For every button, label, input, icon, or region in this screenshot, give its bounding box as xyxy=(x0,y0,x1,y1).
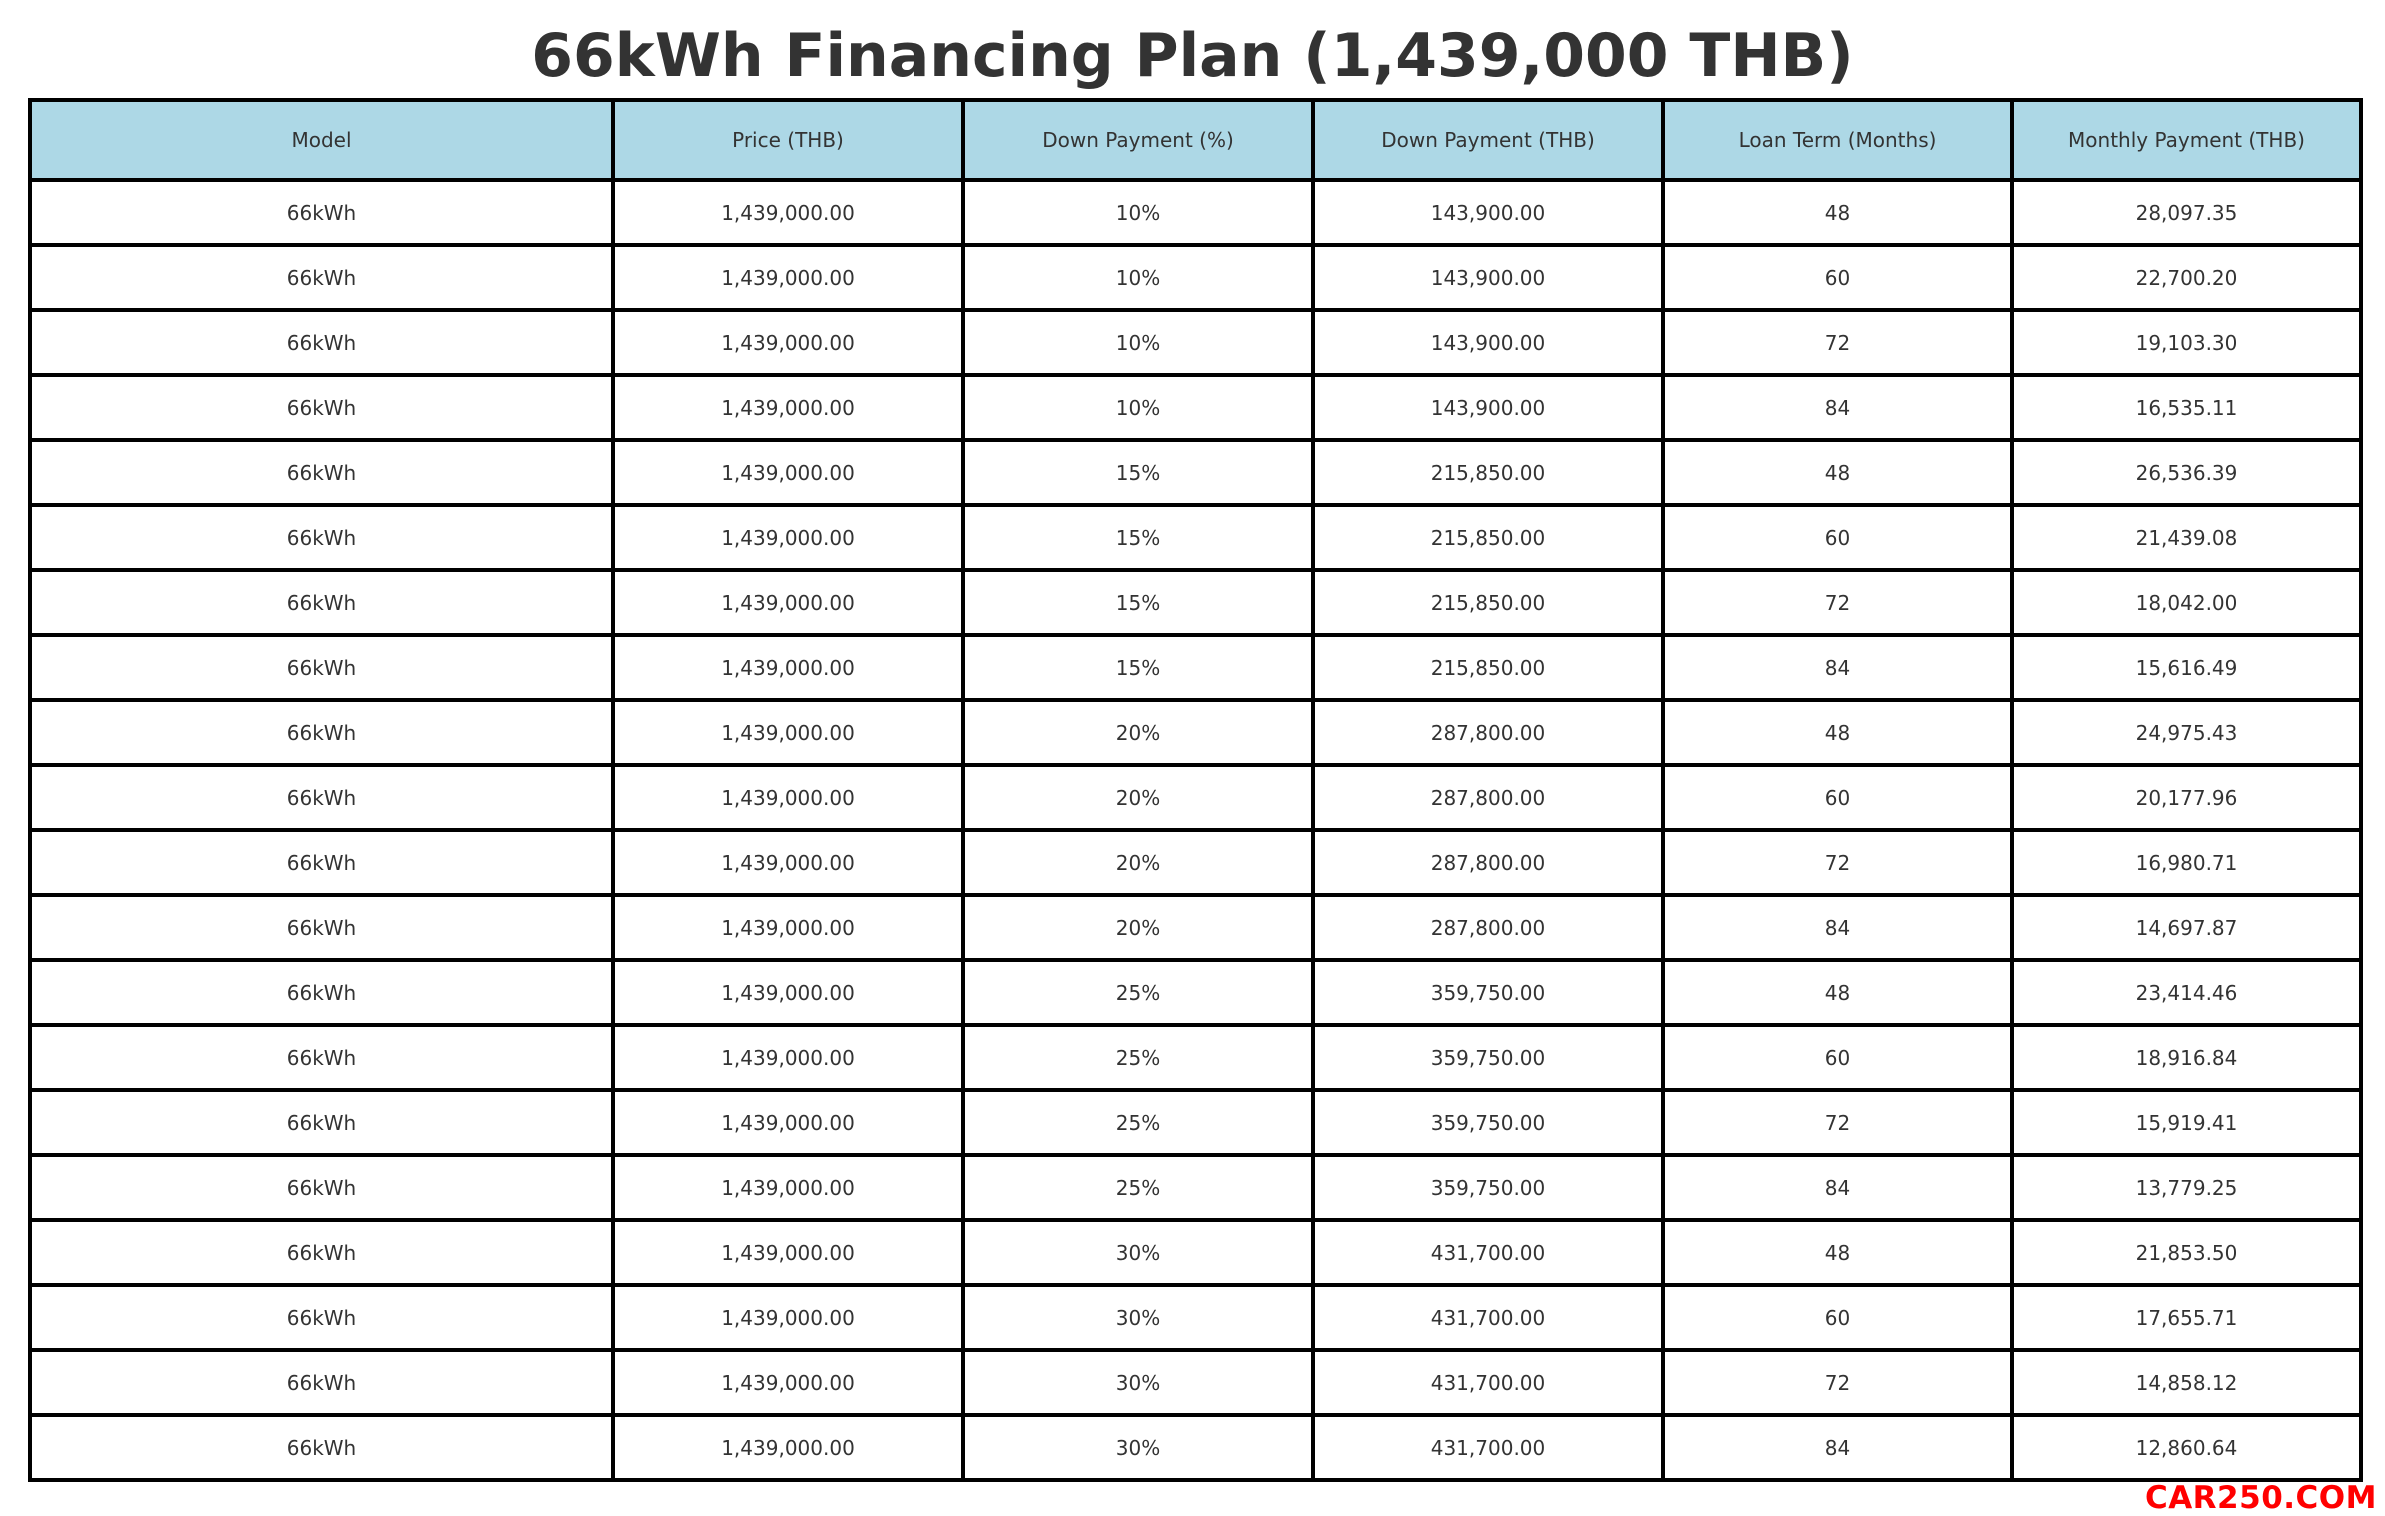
cell-loan-term: 72 xyxy=(1663,1350,2012,1415)
cell-monthly-payment: 13,779.25 xyxy=(2012,1155,2361,1220)
table-row xyxy=(30,830,2361,895)
cell-model: 66kWh xyxy=(30,700,613,765)
cell-model: 66kWh xyxy=(30,765,613,830)
cell-price: 1,439,000.00 xyxy=(613,635,963,700)
cell-down-payment-percent: 25% xyxy=(963,1155,1313,1220)
cell-monthly-payment: 18,042.00 xyxy=(2012,570,2361,635)
cell-price: 1,439,000.00 xyxy=(613,1025,963,1090)
table-row xyxy=(30,505,2361,570)
cell-model: 66kWh xyxy=(30,310,613,375)
cell-down-payment-thb: 143,900.00 xyxy=(1313,245,1663,310)
table-body xyxy=(30,180,2361,1480)
cell-loan-term: 48 xyxy=(1663,180,2012,245)
cell-down-payment-percent: 20% xyxy=(963,830,1313,895)
table-row xyxy=(30,895,2361,960)
cell-price: 1,439,000.00 xyxy=(613,1090,963,1155)
cell-model: 66kWh xyxy=(30,830,613,895)
cell-model: 66kWh xyxy=(30,180,613,245)
cell-loan-term: 60 xyxy=(1663,1025,2012,1090)
cell-down-payment-thb: 359,750.00 xyxy=(1313,1155,1663,1220)
cell-model: 66kWh xyxy=(30,1350,613,1415)
cell-down-payment-thb: 143,900.00 xyxy=(1313,310,1663,375)
page-title: 66kWh Financing Plan (1,439,000 THB) xyxy=(531,21,1854,91)
cell-monthly-payment: 14,858.12 xyxy=(2012,1350,2361,1415)
cell-model: 66kWh xyxy=(30,1285,613,1350)
cell-down-payment-thb: 359,750.00 xyxy=(1313,1090,1663,1155)
cell-down-payment-percent: 15% xyxy=(963,635,1313,700)
column-header-model: Model xyxy=(30,100,613,180)
cell-loan-term: 84 xyxy=(1663,1155,2012,1220)
financing-table xyxy=(28,98,2363,1482)
cell-price: 1,439,000.00 xyxy=(613,895,963,960)
cell-down-payment-thb: 143,900.00 xyxy=(1313,375,1663,440)
cell-price: 1,439,000.00 xyxy=(613,375,963,440)
cell-monthly-payment: 24,975.43 xyxy=(2012,700,2361,765)
cell-price: 1,439,000.00 xyxy=(613,570,963,635)
cell-down-payment-thb: 215,850.00 xyxy=(1313,505,1663,570)
cell-loan-term: 60 xyxy=(1663,1285,2012,1350)
cell-price: 1,439,000.00 xyxy=(613,830,963,895)
cell-down-payment-thb: 143,900.00 xyxy=(1313,180,1663,245)
cell-loan-term: 84 xyxy=(1663,635,2012,700)
table-row xyxy=(30,1285,2361,1350)
cell-loan-term: 72 xyxy=(1663,570,2012,635)
cell-monthly-payment: 15,616.49 xyxy=(2012,635,2361,700)
cell-model: 66kWh xyxy=(30,1220,613,1285)
cell-down-payment-thb: 215,850.00 xyxy=(1313,635,1663,700)
cell-monthly-payment: 21,439.08 xyxy=(2012,505,2361,570)
cell-down-payment-thb: 359,750.00 xyxy=(1313,1025,1663,1090)
column-header-down-payment-thb: Down Payment (THB) xyxy=(1313,100,1663,180)
cell-monthly-payment: 17,655.71 xyxy=(2012,1285,2361,1350)
cell-down-payment-percent: 20% xyxy=(963,765,1313,830)
cell-down-payment-percent: 15% xyxy=(963,505,1313,570)
header-row xyxy=(30,100,2361,180)
cell-monthly-payment: 14,697.87 xyxy=(2012,895,2361,960)
cell-model: 66kWh xyxy=(30,245,613,310)
cell-down-payment-thb: 359,750.00 xyxy=(1313,960,1663,1025)
cell-price: 1,439,000.00 xyxy=(613,700,963,765)
cell-down-payment-percent: 30% xyxy=(963,1415,1313,1480)
watermark: CAR250.COM xyxy=(2144,1480,2377,1516)
cell-monthly-payment: 20,177.96 xyxy=(2012,765,2361,830)
cell-price: 1,439,000.00 xyxy=(613,440,963,505)
cell-price: 1,439,000.00 xyxy=(613,180,963,245)
column-header-price: Price (THB) xyxy=(613,100,963,180)
cell-down-payment-percent: 10% xyxy=(963,375,1313,440)
cell-model: 66kWh xyxy=(30,960,613,1025)
cell-monthly-payment: 21,853.50 xyxy=(2012,1220,2361,1285)
cell-model: 66kWh xyxy=(30,1090,613,1155)
cell-down-payment-percent: 10% xyxy=(963,310,1313,375)
cell-down-payment-thb: 215,850.00 xyxy=(1313,440,1663,505)
cell-monthly-payment: 26,536.39 xyxy=(2012,440,2361,505)
cell-down-payment-thb: 287,800.00 xyxy=(1313,700,1663,765)
cell-price: 1,439,000.00 xyxy=(613,1155,963,1220)
cell-down-payment-thb: 287,800.00 xyxy=(1313,895,1663,960)
cell-monthly-payment: 15,919.41 xyxy=(2012,1090,2361,1155)
cell-price: 1,439,000.00 xyxy=(613,960,963,1025)
cell-model: 66kWh xyxy=(30,1415,613,1480)
table-row xyxy=(30,700,2361,765)
table-row xyxy=(30,1155,2361,1220)
cell-down-payment-thb: 287,800.00 xyxy=(1313,765,1663,830)
table-row xyxy=(30,375,2361,440)
cell-loan-term: 60 xyxy=(1663,505,2012,570)
cell-down-payment-thb: 431,700.00 xyxy=(1313,1220,1663,1285)
cell-monthly-payment: 23,414.46 xyxy=(2012,960,2361,1025)
cell-down-payment-percent: 25% xyxy=(963,1025,1313,1090)
table-row xyxy=(30,1220,2361,1285)
table-row xyxy=(30,635,2361,700)
cell-price: 1,439,000.00 xyxy=(613,505,963,570)
cell-loan-term: 48 xyxy=(1663,700,2012,765)
cell-price: 1,439,000.00 xyxy=(613,245,963,310)
table-row xyxy=(30,765,2361,830)
cell-down-payment-percent: 10% xyxy=(963,245,1313,310)
cell-loan-term: 84 xyxy=(1663,1415,2012,1480)
column-header-monthly-payment: Monthly Payment (THB) xyxy=(2012,100,2361,180)
cell-price: 1,439,000.00 xyxy=(613,765,963,830)
cell-monthly-payment: 12,860.64 xyxy=(2012,1415,2361,1480)
cell-loan-term: 60 xyxy=(1663,245,2012,310)
table-row xyxy=(30,245,2361,310)
cell-price: 1,439,000.00 xyxy=(613,1220,963,1285)
cell-monthly-payment: 19,103.30 xyxy=(2012,310,2361,375)
column-header-down-payment-percent: Down Payment (%) xyxy=(963,100,1313,180)
table-header xyxy=(30,100,2361,180)
cell-down-payment-percent: 15% xyxy=(963,570,1313,635)
cell-monthly-payment: 16,980.71 xyxy=(2012,830,2361,895)
table-row xyxy=(30,440,2361,505)
cell-model: 66kWh xyxy=(30,440,613,505)
cell-loan-term: 60 xyxy=(1663,765,2012,830)
table-row xyxy=(30,1025,2361,1090)
cell-loan-term: 48 xyxy=(1663,1220,2012,1285)
cell-down-payment-percent: 20% xyxy=(963,700,1313,765)
cell-loan-term: 84 xyxy=(1663,895,2012,960)
cell-down-payment-percent: 25% xyxy=(963,1090,1313,1155)
table-row xyxy=(30,1415,2361,1480)
cell-loan-term: 48 xyxy=(1663,440,2012,505)
cell-model: 66kWh xyxy=(30,375,613,440)
cell-down-payment-percent: 30% xyxy=(963,1220,1313,1285)
cell-loan-term: 72 xyxy=(1663,310,2012,375)
cell-loan-term: 84 xyxy=(1663,375,2012,440)
cell-monthly-payment: 22,700.20 xyxy=(2012,245,2361,310)
cell-model: 66kWh xyxy=(30,570,613,635)
table-row xyxy=(30,1350,2361,1415)
cell-monthly-payment: 16,535.11 xyxy=(2012,375,2361,440)
cell-down-payment-thb: 215,850.00 xyxy=(1313,570,1663,635)
cell-model: 66kWh xyxy=(30,635,613,700)
cell-loan-term: 48 xyxy=(1663,960,2012,1025)
cell-down-payment-percent: 25% xyxy=(963,960,1313,1025)
cell-down-payment-percent: 20% xyxy=(963,895,1313,960)
cell-down-payment-percent: 10% xyxy=(963,180,1313,245)
cell-model: 66kWh xyxy=(30,1025,613,1090)
cell-down-payment-percent: 30% xyxy=(963,1285,1313,1350)
cell-price: 1,439,000.00 xyxy=(613,1350,963,1415)
table-row xyxy=(30,180,2361,245)
cell-down-payment-percent: 30% xyxy=(963,1350,1313,1415)
cell-model: 66kWh xyxy=(30,1155,613,1220)
cell-down-payment-thb: 431,700.00 xyxy=(1313,1350,1663,1415)
cell-model: 66kWh xyxy=(30,505,613,570)
cell-price: 1,439,000.00 xyxy=(613,1415,963,1480)
cell-down-payment-percent: 15% xyxy=(963,440,1313,505)
table-row xyxy=(30,960,2361,1025)
table-row xyxy=(30,1090,2361,1155)
cell-price: 1,439,000.00 xyxy=(613,1285,963,1350)
table-row xyxy=(30,310,2361,375)
cell-monthly-payment: 18,916.84 xyxy=(2012,1025,2361,1090)
cell-price: 1,439,000.00 xyxy=(613,310,963,375)
cell-model: 66kWh xyxy=(30,895,613,960)
cell-down-payment-thb: 431,700.00 xyxy=(1313,1415,1663,1480)
cell-loan-term: 72 xyxy=(1663,830,2012,895)
cell-monthly-payment: 28,097.35 xyxy=(2012,180,2361,245)
cell-down-payment-thb: 431,700.00 xyxy=(1313,1285,1663,1350)
cell-loan-term: 72 xyxy=(1663,1090,2012,1155)
cell-down-payment-thb: 287,800.00 xyxy=(1313,830,1663,895)
column-header-loan-term: Loan Term (Months) xyxy=(1663,100,2012,180)
table-row xyxy=(30,570,2361,635)
